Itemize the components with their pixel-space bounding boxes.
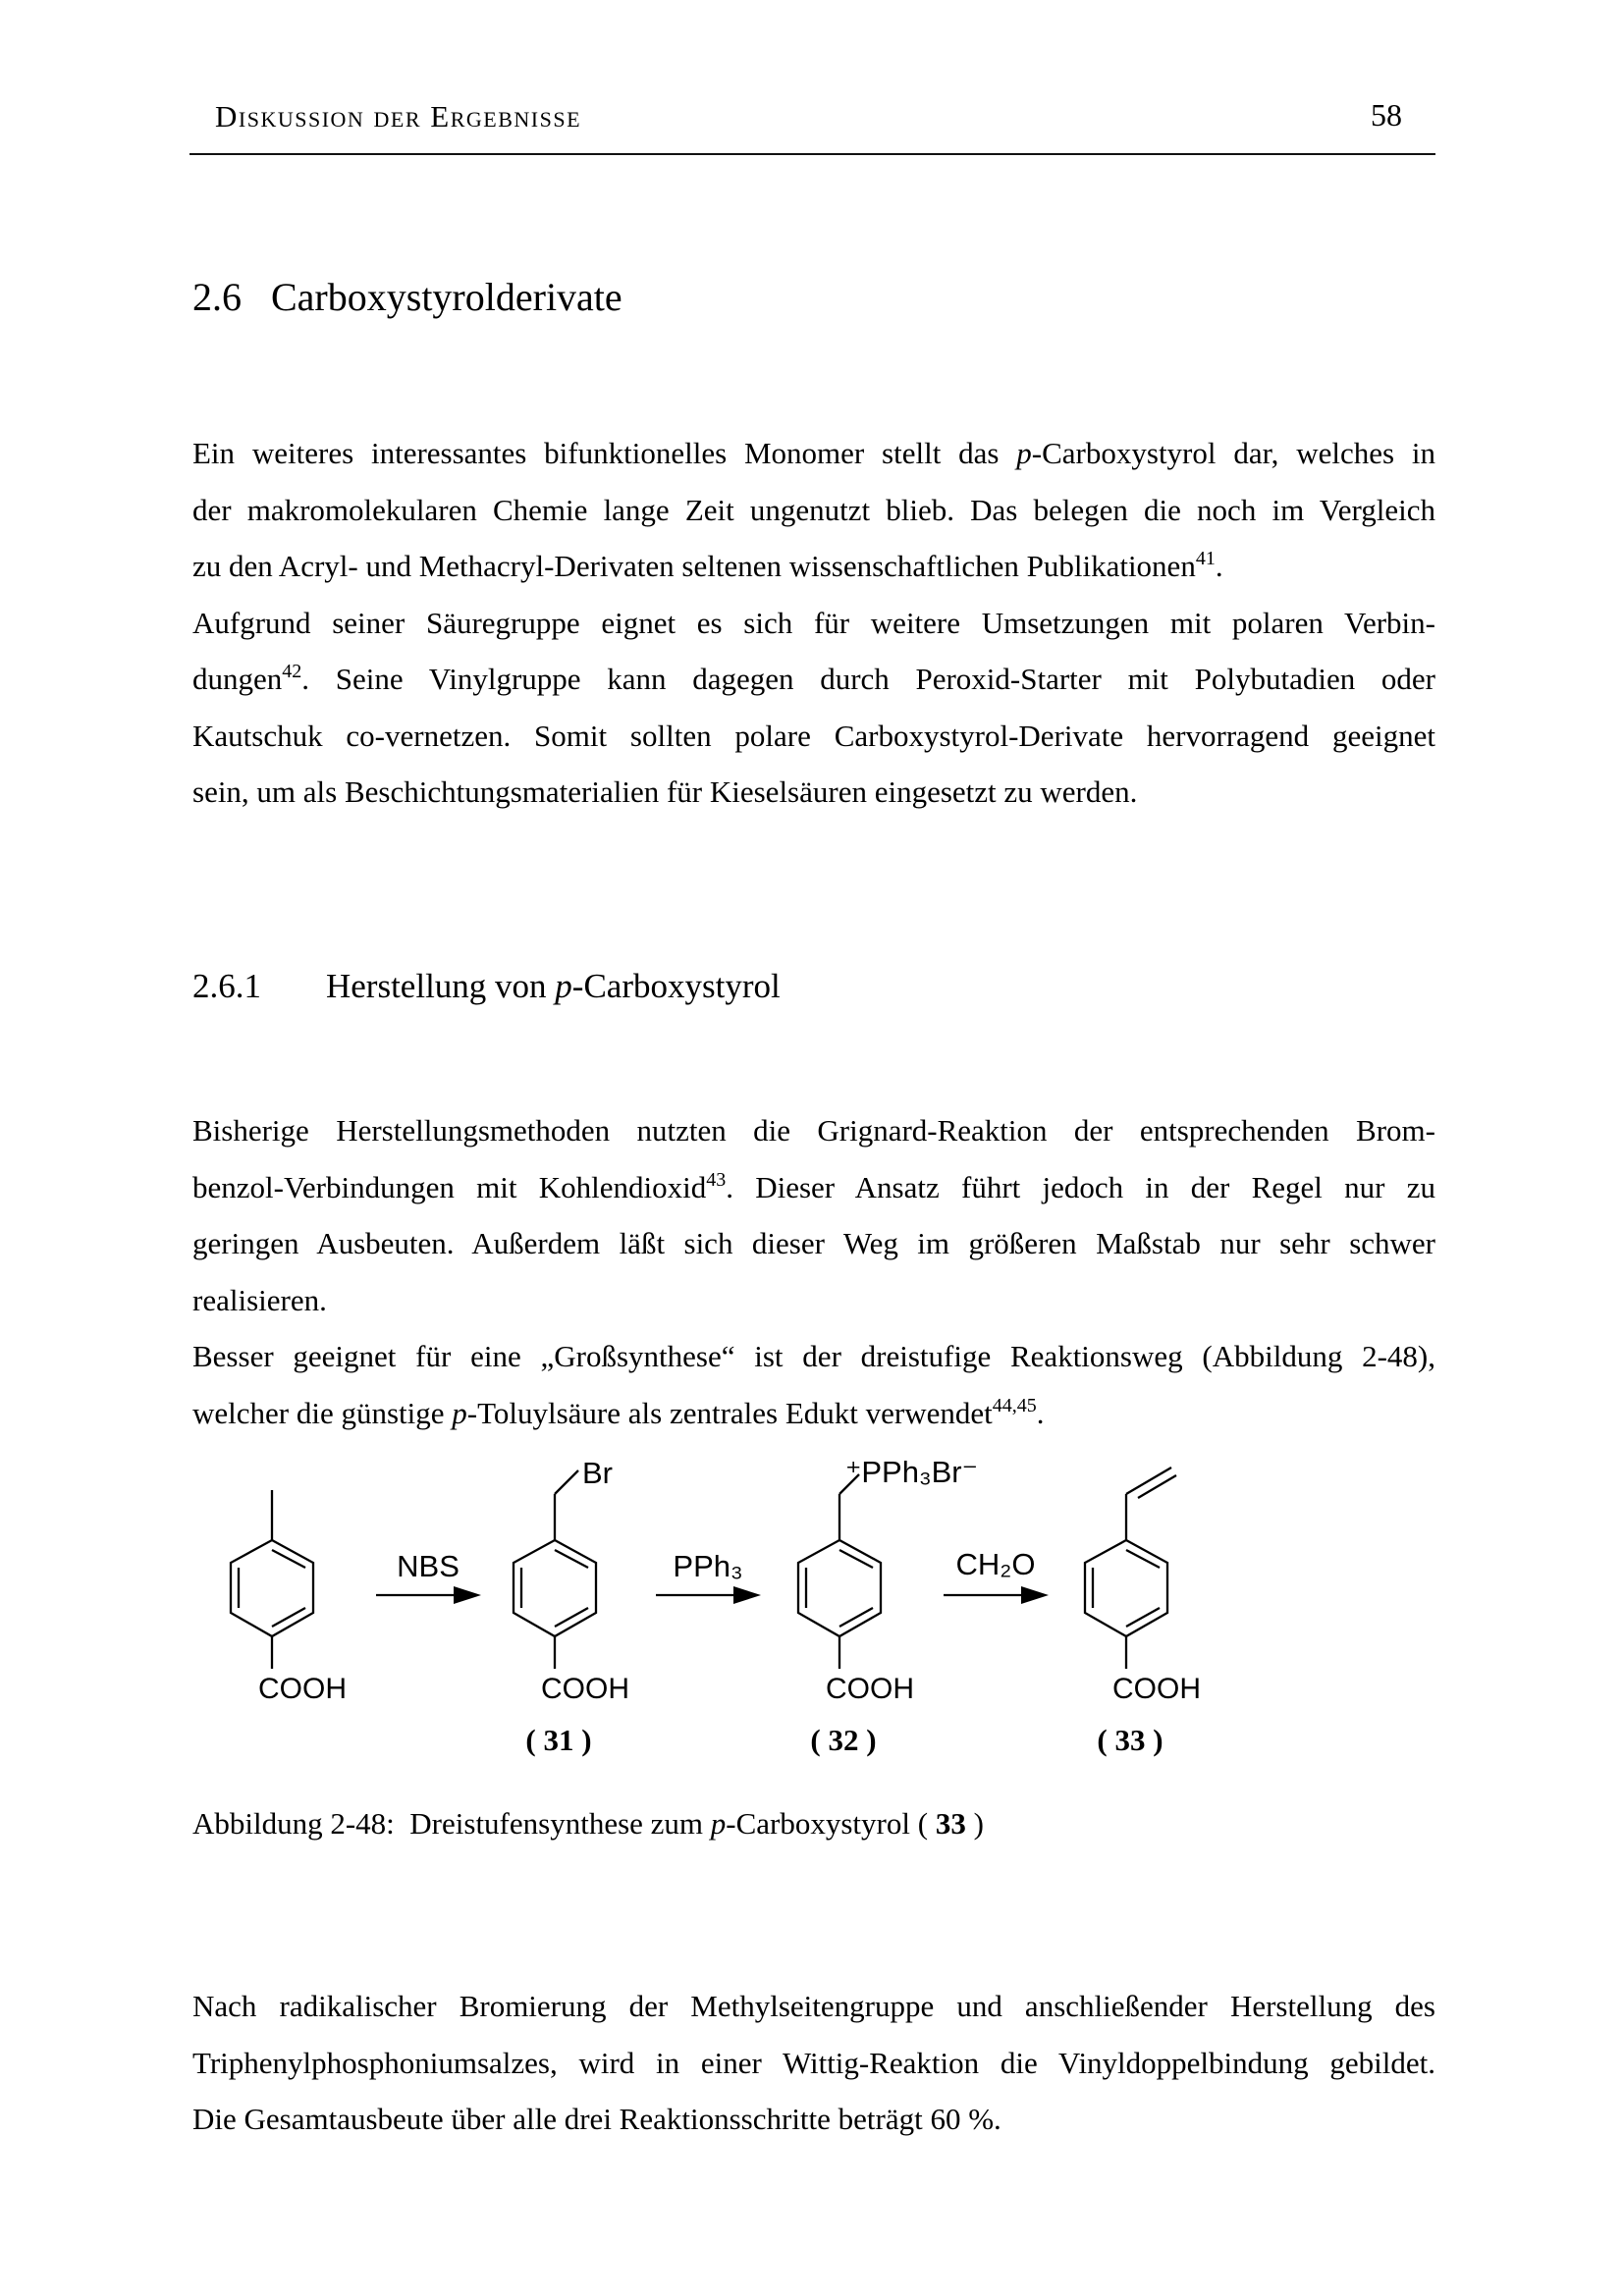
text-line: welcher die günstige p-Toluylsäure als zentrales Edukt verwendet$^{44,45}$. bbox=[192, 1394, 1045, 1430]
compound-number-32: ( 32 ) bbox=[810, 1723, 877, 1757]
text-line: der makromolekularen Chemie lange Zeit ungenutzt blieb. Das belegen die noch im Vergleich bbox=[192, 492, 1435, 527]
structure-33 bbox=[1085, 1468, 1201, 1757]
compound-number-31: ( 31 ) bbox=[525, 1723, 592, 1757]
section-title: Carboxystyrolderivate bbox=[271, 275, 622, 319]
benzene-ring bbox=[231, 1540, 313, 1636]
arrow-nbs bbox=[376, 1549, 481, 1604]
text-line: dungen$^{42}$. Seine Vinylgruppe kann dagegen durch Peroxid-Starter mit Polybutadien oder bbox=[192, 661, 1435, 696]
header-rule bbox=[189, 153, 1435, 155]
paragraph-block-summary bbox=[192, 1978, 1435, 2148]
arrow-ch2o bbox=[944, 1547, 1049, 1604]
br-label: Br bbox=[582, 1456, 613, 1490]
subsection-heading bbox=[192, 967, 781, 1006]
reagent-label-ch2o: CH₂O bbox=[955, 1547, 1036, 1581]
section-number: 2.6 bbox=[192, 275, 242, 319]
text-line: Ein weiteres interessantes bifunktionelles Monomer stellt das p-Carboxystyrol dar, welches in bbox=[192, 436, 1435, 470]
text-line: geringen Ausbeuten. Außerdem läßt sich dieser Weg im größeren Maßstab nur sehr schwer bbox=[192, 1226, 1435, 1260]
text-line: Triphenylphosphoniumsalzes, wird in einer Wittig-Reaktion die Vinyldoppelbindung gebildet. bbox=[192, 2045, 1435, 2080]
text-line: sein, um als Beschichtungsmaterialien für Kieselsäuren eingesetzt zu werden. bbox=[192, 774, 1138, 809]
arrow-pph3 bbox=[656, 1549, 761, 1604]
text-line: Nach radikalischer Bromierung der Methylseitengruppe und anschließender Herstellung des bbox=[192, 1989, 1435, 2023]
text-line: zu den Acryl- und Methacryl-Derivaten seltenen wissenschaftlichen Publikationen$^{41}$. bbox=[192, 548, 1223, 583]
text-line: Die Gesamtausbeute über alle drei Reaktionsschritte beträgt 60 %. bbox=[192, 2102, 1001, 2136]
running-header: Diskussion der Ergebnisse bbox=[215, 99, 582, 133]
arrowhead bbox=[454, 1586, 481, 1604]
benzene-ring bbox=[798, 1540, 881, 1636]
ch2-br-bond bbox=[555, 1470, 578, 1494]
text-line: Bisherige Herstellungsmethoden nutzten die Grignard-Reaktion der entsprechenden Brom- bbox=[192, 1113, 1435, 1148]
section-heading bbox=[192, 274, 622, 320]
structure-p-toluylsaeure bbox=[231, 1490, 347, 1705]
reagent-label-nbs: NBS bbox=[397, 1549, 460, 1583]
page-number: 58 bbox=[1371, 97, 1402, 133]
reaction-scheme bbox=[147, 1414, 1434, 1787]
benzene-ring bbox=[514, 1540, 596, 1636]
text-line: benzol-Verbindungen mit Kohlendioxid$^{43}$. Dieser Ansatz führt jedoch in der Regel nur zu bbox=[192, 1168, 1435, 1204]
text-line: realisieren. bbox=[192, 1282, 327, 1317]
compound-number-33: ( 33 ) bbox=[1097, 1723, 1163, 1757]
text-line: Kautschuk co-vernetzen. Somit sollten polare Carboxystyrol-Derivate hervorragend geeignet bbox=[192, 718, 1435, 753]
text-line: Abbildung 2-48: Dreistufensynthese zum p-Carboxystyrol ( 33 ) bbox=[192, 1806, 984, 1841]
arrowhead bbox=[1021, 1586, 1049, 1604]
arrowhead bbox=[733, 1586, 761, 1604]
structure-32 bbox=[798, 1455, 978, 1757]
structure-31 bbox=[514, 1456, 629, 1757]
subsection-number: 2.6.1 bbox=[192, 967, 261, 1005]
vinyl-double-bond bbox=[1126, 1468, 1171, 1494]
benzene-ring bbox=[1085, 1540, 1167, 1636]
phosphonium-label: ⁺PPh₃Br⁻ bbox=[845, 1455, 978, 1489]
text-line: Besser geeignet für eine „Großsynthese“ ist der dreistufige Reaktionsweg (Abbildung 2-48), bbox=[192, 1339, 1435, 1373]
cooh-label: COOH bbox=[541, 1673, 629, 1705]
reagent-label-pph3: PPh₃ bbox=[673, 1549, 743, 1583]
cooh-label: COOH bbox=[258, 1673, 347, 1705]
figure-caption bbox=[192, 1795, 1435, 1852]
cooh-label: COOH bbox=[1112, 1673, 1201, 1705]
text-line: Aufgrund seiner Säuregruppe eignet es sich für weitere Umsetzungen mit polaren Verbin- bbox=[192, 605, 1435, 640]
paragraph-block-methods bbox=[192, 1102, 1435, 1441]
paragraph-block-intro bbox=[192, 425, 1435, 821]
cooh-label: COOH bbox=[826, 1673, 914, 1705]
subsection-title: Herstellung von p-Carboxystyrol bbox=[326, 967, 781, 1005]
